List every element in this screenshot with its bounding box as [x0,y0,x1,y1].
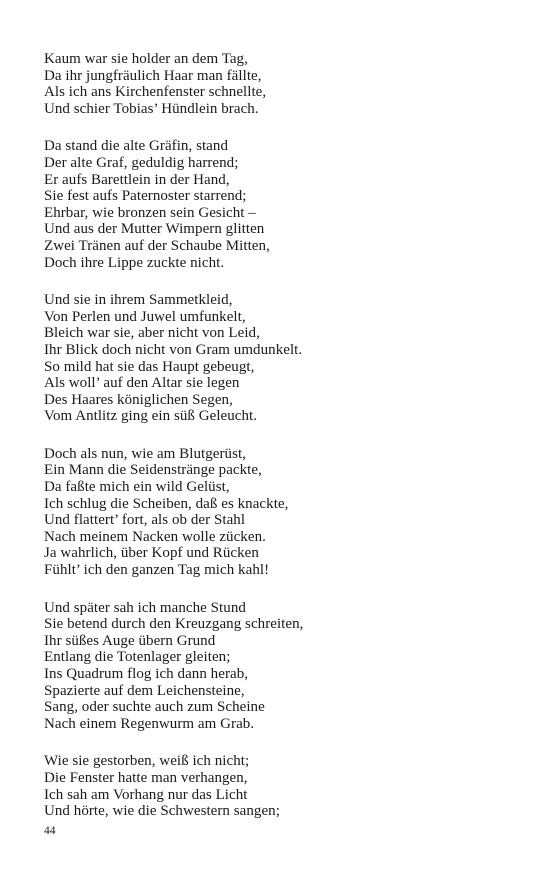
poem-line: Ja wahrlich, über Kopf und Rücken [44,545,259,562]
poem-line: Ihr Blick doch nicht von Gram umdunkelt. [44,341,303,358]
poem-line: Da faßte mich ein wild Gelüst, [44,479,230,496]
stanza [44,753,524,819]
poem-line: So mild hat sie das Haupt gebeugt, [44,358,255,375]
poem-line: Bleich war sie, aber nicht von Leid, [44,325,260,342]
poem-line: Und später sah ich manche Stund [44,599,246,616]
poem-line: Nach einem Regenwurm am Grab. [44,715,255,732]
poem-line: Da stand die alte Gräfin, stand [44,138,228,155]
poem-line: Wie sie gestorben, weiß ich nicht; [44,753,250,770]
poem-line: Als woll’ auf den Altar sie legen [44,375,240,392]
stanza [44,138,524,271]
poem-line: Ehrbar, wie bronzen sein Gesicht – [44,204,256,221]
poem-line: Nach meinem Nacken wolle zücken. [44,528,266,545]
poem-line: Da ihr jungfräulich Haar man fällte, [44,67,262,84]
poem-line: Spazierte auf dem Leichensteine, [44,682,245,699]
poem-line: Zwei Tränen auf der Schaube Mitten, [44,237,270,254]
poem-line: Und flattert’ fort, als ob der Stahl [44,512,246,529]
poem-line: Sang, oder suchte auch zum Scheine [44,699,265,716]
poem-line: Und schier Tobias’ Hündlein brach. [44,100,259,117]
poem-text [44,51,524,841]
poem-line: Von Perlen und Juwel umfunkelt, [44,308,246,325]
poem-line: Ein Mann die Seidenstränge packte, [44,462,262,479]
poem-line: Ich schlug die Scheiben, daß es knackte, [44,495,289,512]
poem-line: Ins Quadrum flog ich dann herab, [44,666,249,682]
poem-line: Kaum war sie holder an dem Tag, [44,51,248,67]
stanza [44,51,524,117]
poem-line: Doch als nun, wie am Blutgerüst, [44,445,246,462]
poem-line: Und hörte, wie die Schwestern sangen; [44,803,280,820]
poem-line: Fühlt’ ich den ganzen Tag mich kahl! [44,562,270,579]
poem-line: Vom Antlitz ging ein süß Geleucht. [44,408,258,425]
stanza [44,292,524,425]
poem-line: Ich sah am Vorhang nur das Licht [44,786,248,803]
poem-line: Der alte Graf, geduldig harrend; [44,154,239,171]
poem-line: Die Fenster hatte man verhangen, [44,769,248,786]
poem-line: Und sie in ihrem Sammetkleid, [44,292,233,309]
page-number: 44 [44,825,56,837]
poem-line: Sie betend durch den Kreuzgang schreiten, [44,616,304,633]
poem-line: Als ich ans Kirchenfenster schnellte, [44,84,267,101]
poem-line: Er aufs Barettlein in der Hand, [44,171,230,188]
stanza [44,446,524,579]
poem-line: Entlang die Totenlager gleiten; [44,649,231,666]
poem-line: Des Haares königlichen Segen, [44,391,233,408]
poem-line: Ihr süßes Auge übern Grund [44,632,216,649]
poem-line: Doch ihre Lippe zuckte nicht. [44,254,225,271]
poem-line: Sie fest aufs Paternoster starrend; [44,188,247,205]
stanza [44,600,524,733]
poem-line: Und aus der Mutter Wimpern glitten [44,221,265,238]
